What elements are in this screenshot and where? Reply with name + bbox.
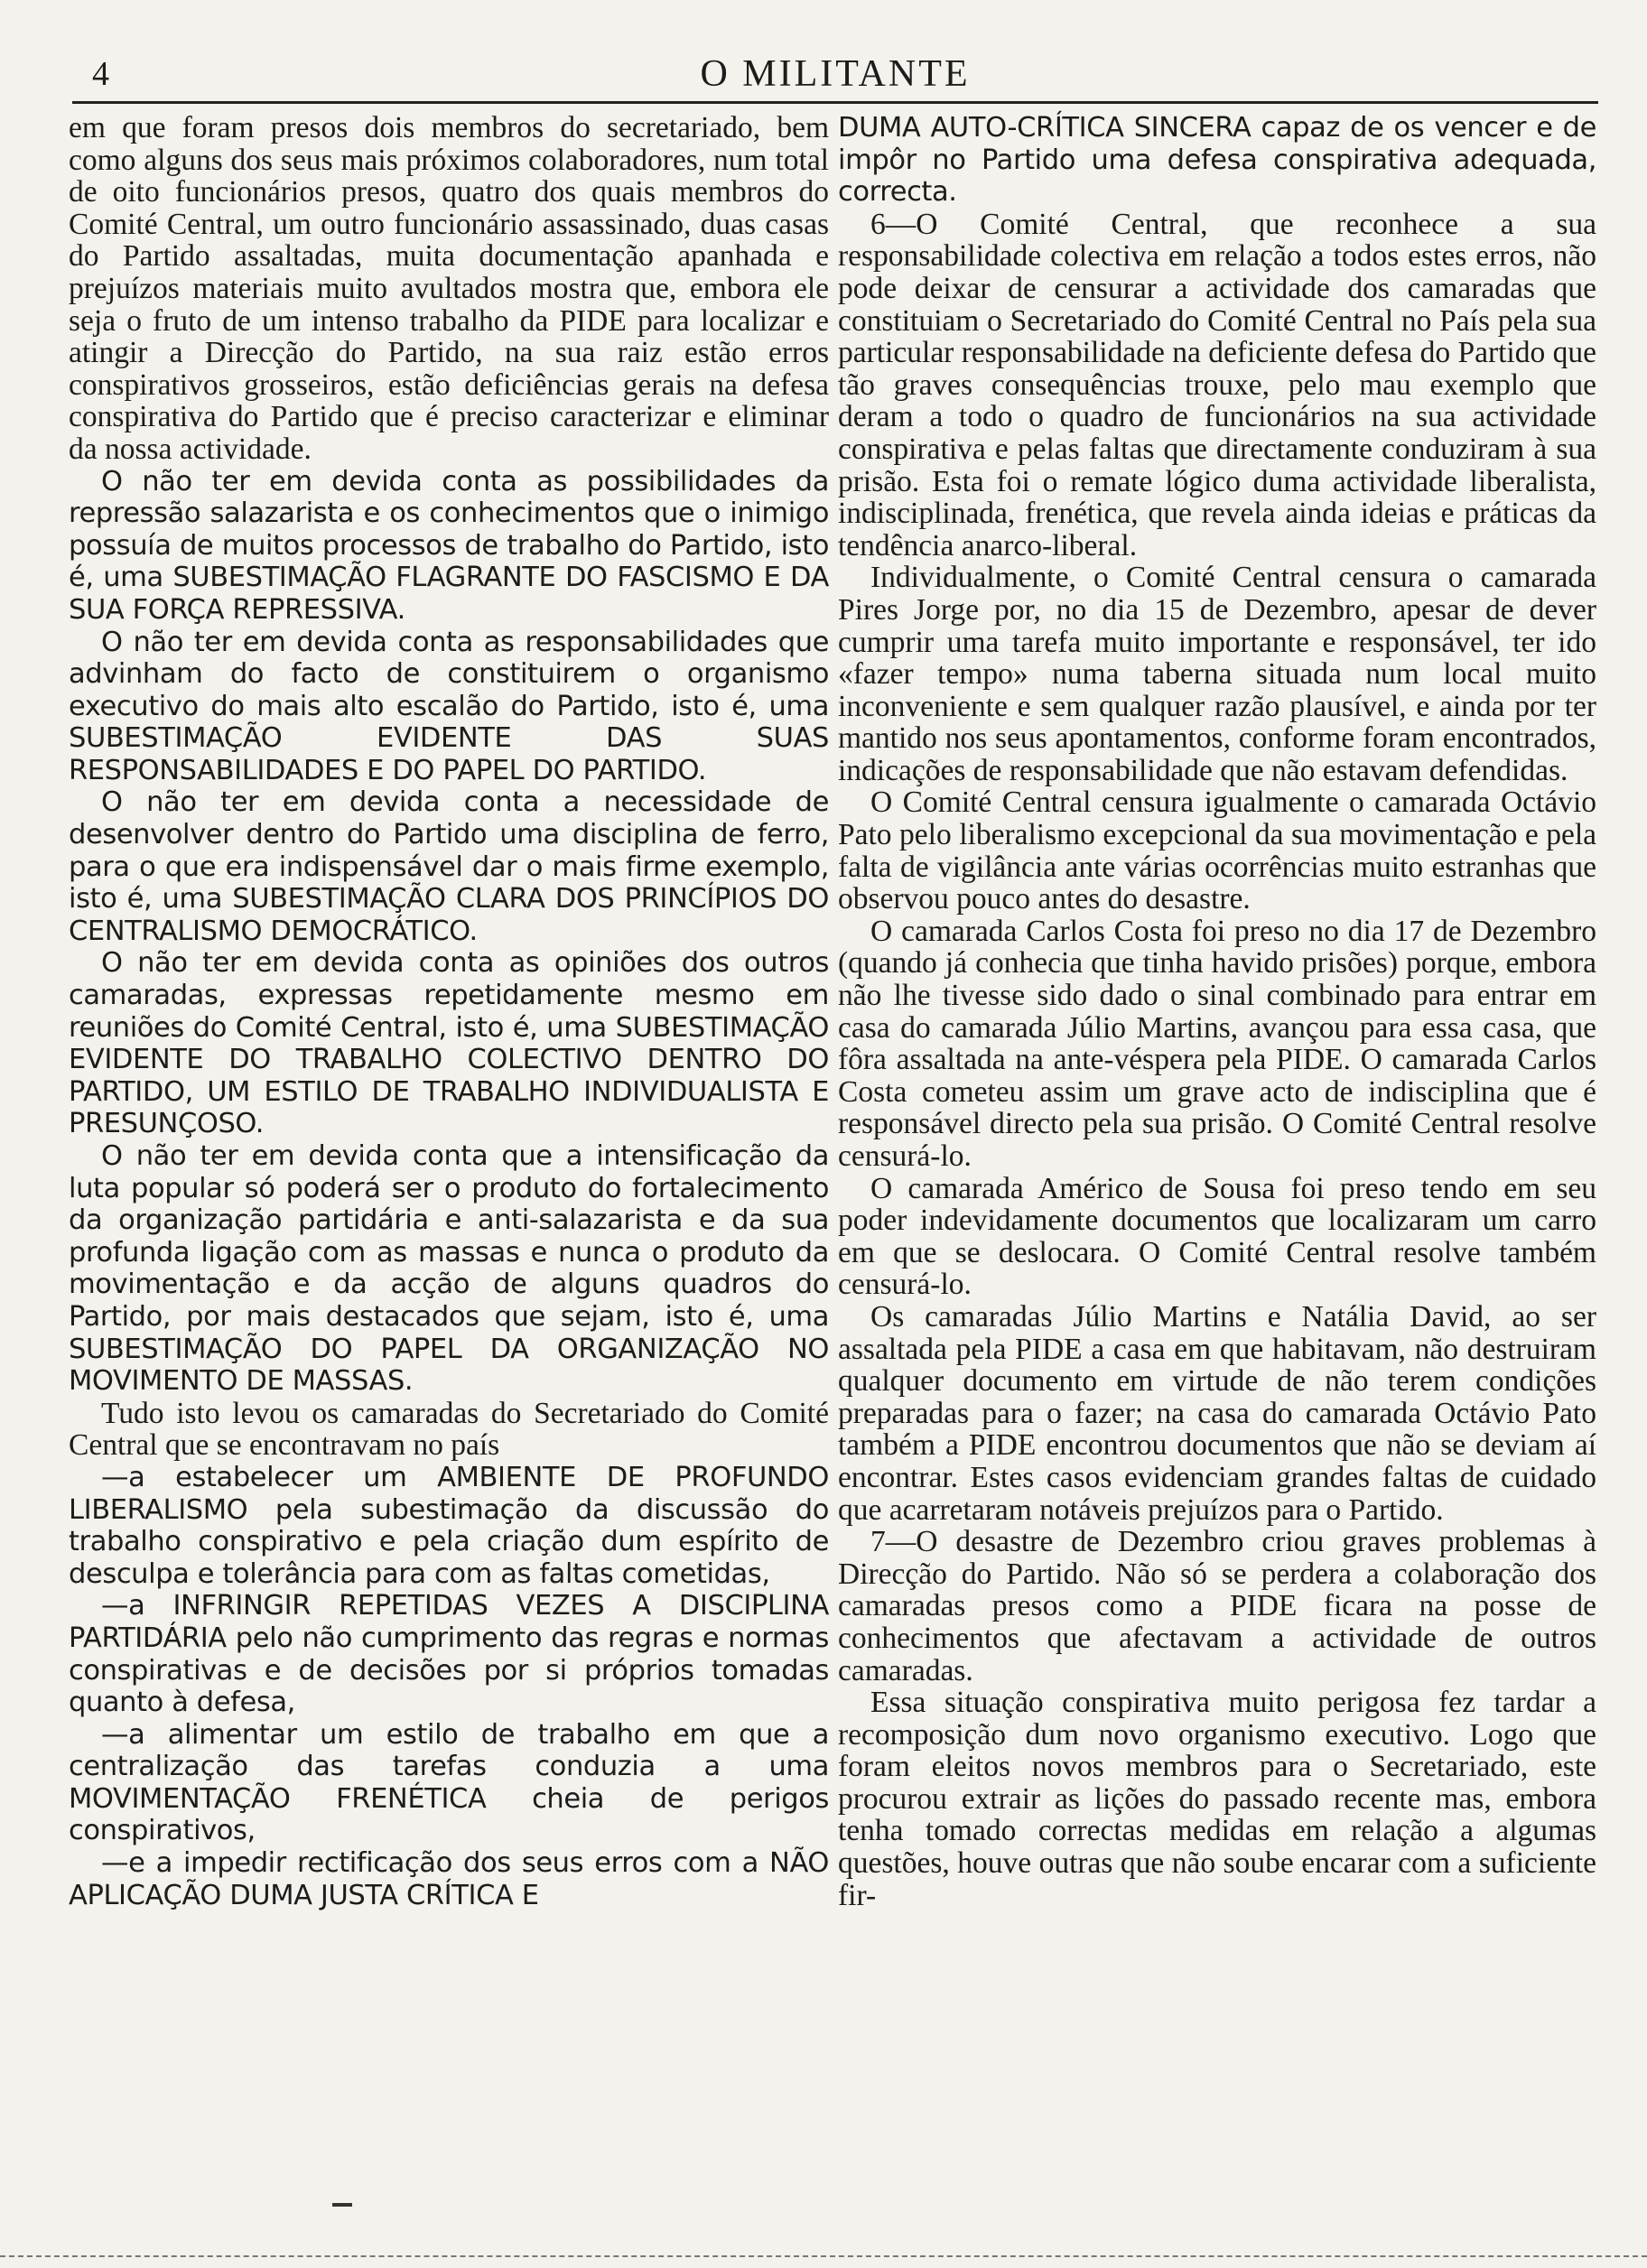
list-item: —a INFRINGIR REPETIDAS VEZES A DISCIPLINA PARTIDÁRIA pelo não cumprimento das regras e normas conspirativas e de decisões por si próprios tomadas quanto à defesa, <box>69 1590 829 1719</box>
paragraph: Individualmente, o Comité Central censura o camarada Pires Jorge por, no dia 15 de Dezembro, apesar de dever cumprir uma tarefa muito importante e responsável, ter ido «fazer tempo» numa taberna situada num local muito inconveniente e sem qualquer razão plausível, e ainda por ter mantido nos seus apontamentos, conforme foram encontrados, indicações de responsabilidade que não estavam defendidas. <box>838 561 1596 787</box>
paragraph: O camarada Américo de Sousa foi preso tendo em seu poder indevidamente documentos que localizaram um carro em que se deslocara. O Comité Central resolve também censurá-lo. <box>838 1171 1596 1302</box>
header-rule <box>72 101 1598 104</box>
paragraph: O não ter em devida conta a necessidade de desenvolver dentro do Partido uma disciplina de ferro, para o que era indispensável dar o mais firme exemplo, isto é, uma SUBESTIMAÇÃO CLARA DOS PRINCÍPIOS DO CENTRALISMO DEMOCRÁTICO. <box>69 786 829 947</box>
paragraph: 7—O desastre de Dezembro criou graves problemas à Direcção do Partido. Não só se perdera a colaboração dos camaradas presos como a PIDE ficara na posse de conhecimentos que afectavam a actividade de outros camaradas. <box>838 1525 1596 1687</box>
paragraph: Os camaradas Júlio Martins e Natália David, ao ser assaltada pela PIDE a casa em que habitavam, não destruiram qualquer documento em virtude de não terem condições preparadas para o fazer; na casa do camarada Octávio Pato também a PIDE encontrou documentos que não se deviam aí encontrar. Estes casos evidenciam grandes faltas de cuidado que acarretaram notáveis prejuízos para o Partido. <box>838 1299 1596 1527</box>
list-item: —a estabelecer um AMBIENTE DE PROFUNDO LIBERALISMO pela subestimação da discussão do trabalho conspirativo e pela criação dum espírito de desculpa e tolerância para com as faltas cometidas, <box>69 1461 829 1590</box>
page-header <box>72 52 1598 107</box>
paragraph: Essa situação conspirativa muito perigosa fez tardar a recomposição dum novo organismo executivo. Logo que foram eleitos novos membros para o Secretariado, este procurou extrair as lições do passado recente mas, embora tenha tomado correctas medidas em relação a algumas questões, houve outras que não soube encarar com a suficiente fir- <box>838 1686 1596 1912</box>
paragraph: O camarada Carlos Costa foi preso no dia 17 de Dezembro (quando já conhecia que tinha havido prisões) porque, embora não lhe tivesse sido dado o sinal combinado para entrar em casa do camarada Júlio Martins, avançou para essa casa, que fôra assaltada na ante-véspera pela PIDE. O camarada Carlos Costa cometeu assim um grave acto de indisciplina que é responsável directo pela sua prisão. O Comité Central resolve censurá-lo. <box>838 914 1596 1173</box>
paragraph: em que foram presos dois membros do secretariado, bem como alguns dos seus mais próximos colaboradores, num total de oito funcionários presos, quatro dos quais membros do Comité Central, um outro funcionário assassinado, duas casas do Partido assaltadas, muita documentação apanhada e prejuízos materiais muito avultados mostra que, embora ele seja o fruto de um intenso trabalho da PIDE para localizar e atingir a Direcção do Partido, na sua raiz estão erros conspirativos grosseiros, estão deficiências gerais na defesa conspirativa do Partido que é preciso caracterizar e eliminar da nossa actividade. <box>69 111 829 466</box>
paragraph: 6—O Comité Central, que reconhece a sua responsabilidade colectiva em relação a todos estes erros, não pode deixar de censurar a actividade dos camaradas que constituiam o Secretariado do Comité Central no País pela sua particular responsabilidade na deficiente defesa do Partido que tão graves consequências trouxe, pelo mau exemplo que deram a todo o quadro de funcionários na sua actividade conspirativa e pelas faltas que directamente conduziram à sua prisão. Esta foi o remate lógico duma actividade liberalista, indisciplinada, frenética, que revela ainda ideias e práticas da tendência anarco-liberal. <box>838 207 1596 562</box>
paragraph: O não ter em devida conta as opiniões dos outros camaradas, expressas repetidamente mesmo em reuniões do Comité Central, isto é, uma SUBESTIMAÇÃO EVIDENTE DO TRABALHO COLECTIVO DENTRO DO PARTIDO, UM ESTILO DE TRABALHO INDIVIDUALISTA E PRESUNÇOSO. <box>69 947 829 1140</box>
paragraph: O Comité Central censura igualmente o camarada Octávio Pato pelo liberalismo excepcional da sua movimentação e pela falta de vigilância ante várias ocorrências muito estranhas que observou pouco antes do desastre. <box>838 785 1596 916</box>
publication-title: O MILITANTE <box>700 53 971 95</box>
paragraph: O não ter em devida conta as possibilidades da repressão salazarista e os conhecimentos que o inimigo possuía de muitos processos de trabalho do Partido, isto é, uma SUBESTIMAÇÃO FLAGRANTE DO FASCISMO E DA SUA FORÇA REPRESSIVA. <box>69 465 829 626</box>
paragraph: O não ter em devida conta as responsabilidades que advinham do facto de constituirem o organismo executivo do mais alto escalão do Partido, isto é, uma SUBESTIMAÇÃO EVIDENTE DAS SUAS RESPONSABILIDADES E DO PAPEL DO PARTIDO. <box>69 626 829 786</box>
footer-rule <box>0 2255 1647 2257</box>
paragraph: O não ter em devida conta que a intensificação da luta popular só poderá ser o produto do fortalecimento da organização partidária e anti-salazarista e da sua profunda ligação com as massas e nunca o produto da movimentação e da acção de alguns quadros do Partido, por mais destacados que sejam, isto é, uma SUBESTIMAÇÃO DO PAPEL DA ORGANIZAÇÃO NO MOVIMENTO DE MASSAS. <box>69 1140 829 1398</box>
paragraph: DUMA AUTO-CRÍTICA SINCERA capaz de os vencer e de impôr no Partido uma defesa conspirativa adequada, correcta. <box>838 112 1596 209</box>
list-item: —a alimentar um estilo de trabalho em que a centralização das tarefas conduzia a uma MOVIMENTAÇÃO FRENÉTICA cheia de perigos conspirativos, <box>69 1718 829 1847</box>
list-item: —e a impedir rectificação dos seus erros com a NÃO APLICAÇÃO DUMA JUSTA CRÍTICA E <box>69 1847 829 1911</box>
paragraph: Tudo isto levou os camaradas do Secretariado do Comité Central que se encontravam no país <box>69 1396 829 1463</box>
print-mark <box>332 2203 352 2207</box>
left-column <box>69 112 829 1911</box>
right-column <box>838 112 1596 1911</box>
page-number: 4 <box>92 55 109 93</box>
